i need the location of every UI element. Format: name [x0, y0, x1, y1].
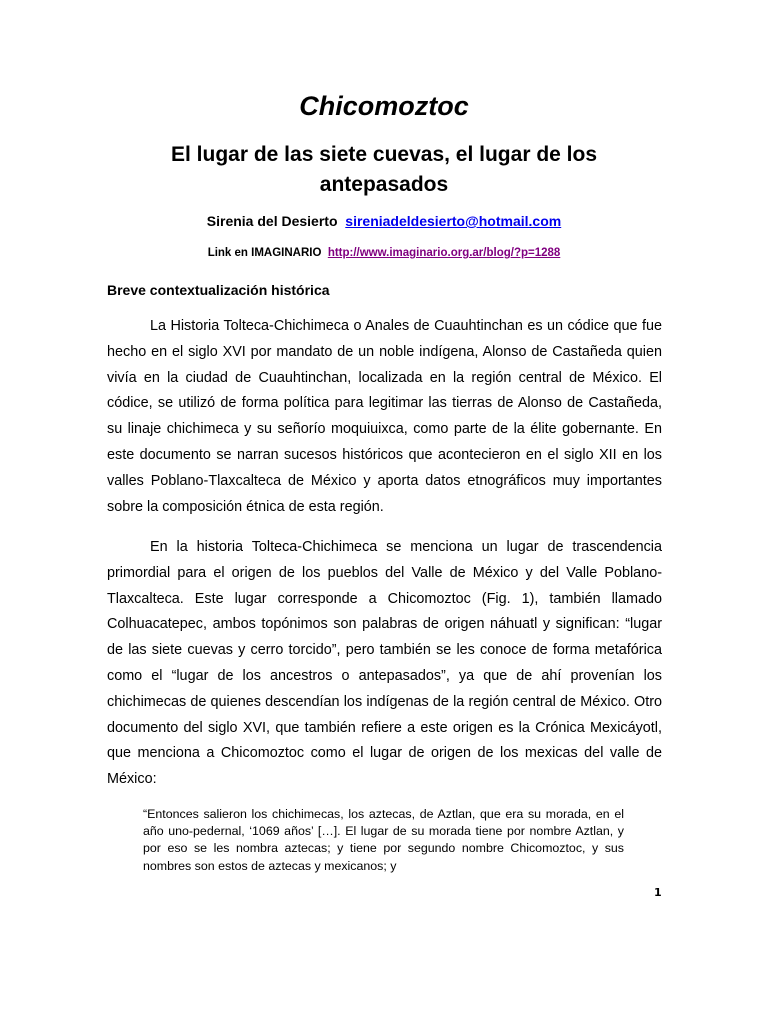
source-link-label: Link en IMAGINARIO: [207, 247, 322, 259]
paragraph-text: La Historia Tolteca-Chichimeca o Anales de Cuauhtinchan es un códice que fue hecho en el siglo XVI por mandato de un noble indígena, Alonso de Castañeda quien vivía en la ciudad de Cuauhtinchan, localizada en la región central de México. El códice, se utilizó de forma política para legitimar las tierras de Alonso de Castañeda, su linaje chichimeca y su señorío moquiuixca, como parte de la élite gobernante. En este documento se narran sucesos históricos que acontecieron en el siglo XII en los valles Poblano-Tlaxcalteca de México y aporta datos etnográficos muy importantes sobre la composición étnica de esta región.: [107, 318, 662, 515]
author-name: Sirenia del Desierto: [206, 213, 338, 229]
page-number: 1: [654, 886, 662, 899]
source-link-line: [0, 244, 768, 262]
quote-text: “Entonces salieron los chichimecas, los aztecas, de Aztlan, que era su morada, en el año uno-pedernal, ‘1069 años’ […]. El lugar de su morada tiene por nombre Aztlan, y por eso se les nombra aztecas; y tiene por segundo nombre Chicomoztoc, y sus nombres son estos de aztecas y mexicanos; y: [143, 807, 624, 873]
author-line: [0, 211, 768, 231]
document-subtitle: El lugar de las siete cuevas, el lugar de los antepasados: [170, 143, 598, 196]
block-quote: [143, 806, 624, 875]
paragraph-1: [107, 314, 662, 520]
author-email-link[interactable]: sireniadeldesierto@hotmail.com: [345, 213, 562, 229]
section-heading: Breve contextualización histórica: [107, 282, 330, 298]
paragraph-text: En la historia Tolteca-Chichimeca se menciona un lugar de trascendencia primordial para el origen de los pueblos del Valle de México y del Valle Poblano-Tlaxcalteca. Este lugar corresponde a Chicomoztoc (Fig. 1), también llamado Colhuacatepec, ambos topónimos son palabras de origen náhuatl y significan: “lugar de las siete cuevas y cerro torcido”, pero también se les conoce de forma metafórica como el “lugar de los ancestros o antepasados”, ya que de ahí provenían los chichimecas de quienes descendían los indígenas de la región central de México. Otro documento del siglo XVI, que también refiere a este origen es la Crónica Mexicáyotl, que menciona a Chicomoztoc como el lugar de origen de los mexicas del valle de México:: [107, 539, 662, 788]
document-title: Chicomoztoc: [299, 91, 469, 121]
paragraph-2: [107, 535, 662, 793]
source-url-link[interactable]: http://www.imaginario.org.ar/blog/?p=1288: [327, 247, 561, 259]
